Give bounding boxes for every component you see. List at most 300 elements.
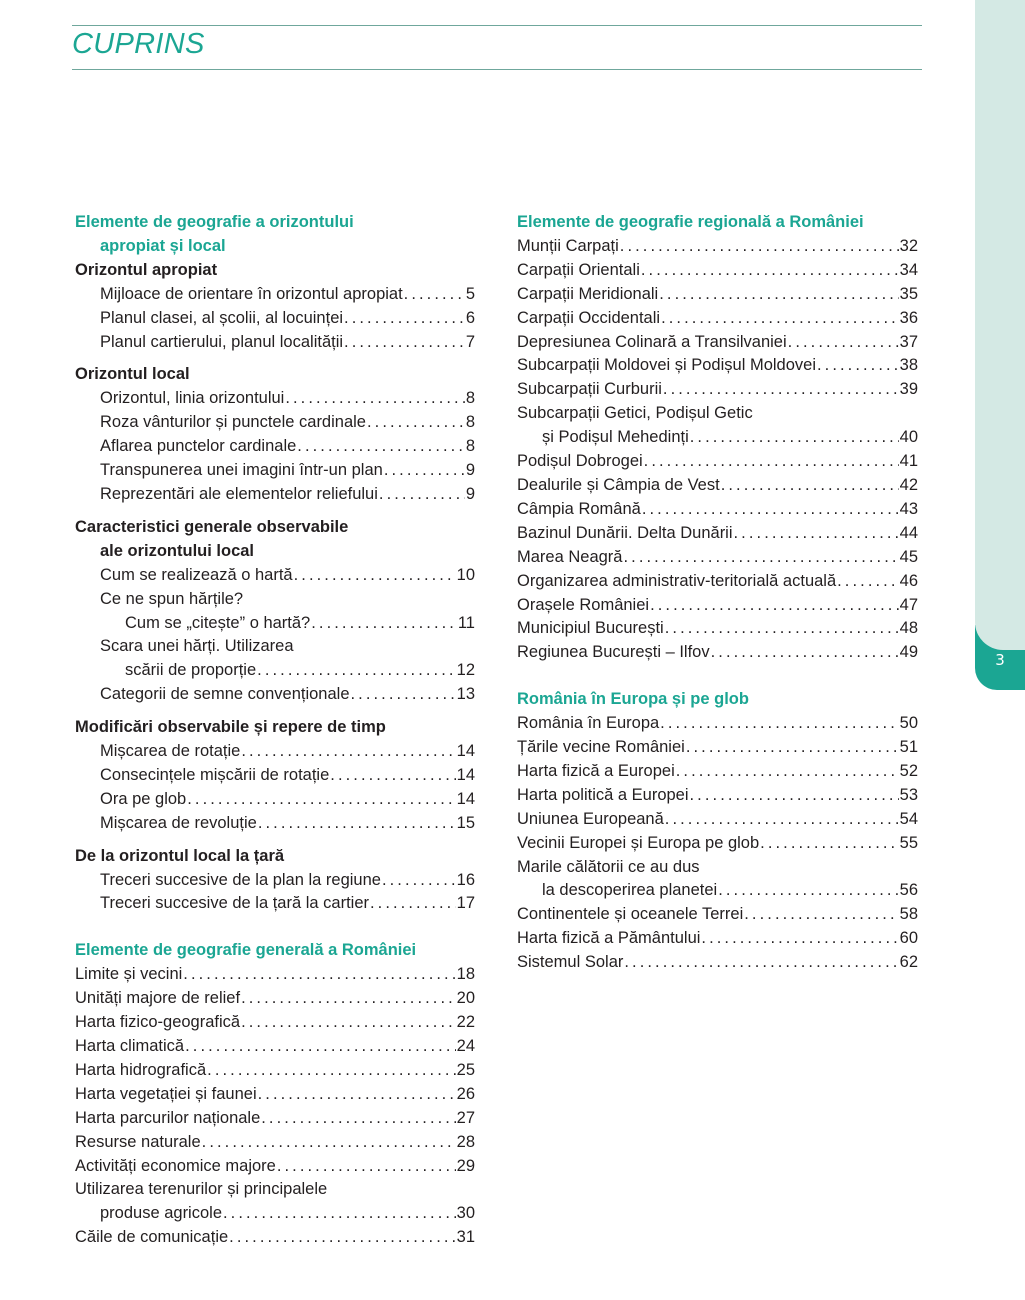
toc-entry-line [75,1083,475,1107]
toc-section [517,211,918,665]
toc-entry-title: Cum se realizează o hartă [100,565,293,584]
toc-entry[interactable] [517,235,918,259]
dot-leader [744,903,898,927]
toc-entry-line [517,259,918,283]
dot-leader [817,354,899,378]
toc-group [75,363,475,506]
toc-entry-line [75,1035,475,1059]
toc-entry-line [517,951,918,975]
toc-page-number: 13 [456,685,475,704]
dot-leader [665,808,899,832]
toc-entry-line [517,736,918,760]
toc-entry[interactable] [517,951,918,975]
toc-entry-title: Căile de comunicație [75,1228,229,1247]
toc-entry-title: Marea Neagră [517,547,623,566]
toc-entry-line [517,426,918,450]
toc-entry-title: Utilizarea terenurilor și principalele [75,1180,328,1199]
toc-entry-title: Subcarpații Curburii [517,380,662,399]
toc-page-number: 9 [465,484,475,503]
toc-entry[interactable] [75,892,475,916]
toc-page-number: 46 [899,571,918,590]
toc-entry-line [75,331,475,355]
dot-leader [837,570,899,594]
dot-leader [367,411,465,435]
toc-entry[interactable] [517,498,918,522]
dot-leader [258,1083,456,1107]
toc-entry-line [75,1131,475,1155]
toc-entry[interactable] [75,588,475,636]
dot-leader [351,683,456,707]
dot-leader [624,951,898,975]
toc-entry[interactable] [75,1083,475,1107]
toc-entry-line [517,594,918,618]
toc-column-left [75,211,475,1250]
toc-entry[interactable] [517,331,918,355]
toc-entry-line [75,411,475,435]
toc-entry-title: Planul clasei, al școlii, al locuinței [100,308,344,327]
toc-entry-line [517,570,918,594]
toc-entry[interactable] [517,402,918,450]
toc-entry[interactable] [75,459,475,483]
toc-entry-title: Scara unei hărți. Utilizarea [100,637,294,656]
group-heading: ale orizontului local [100,541,255,560]
toc-group [75,963,475,1250]
dot-leader [659,283,898,307]
toc-entry-line [517,712,918,736]
toc-entry-line [75,683,475,707]
toc-column-right [517,211,918,975]
toc-entry[interactable] [517,354,918,378]
toc-entry[interactable] [75,387,475,411]
toc-section [75,211,475,916]
toc-page-number: 9 [465,461,475,480]
toc-page-number: 36 [899,308,918,327]
toc-page-number: 26 [456,1084,475,1103]
toc-entry-line [75,869,475,893]
toc-entry[interactable] [517,474,918,498]
toc-page-number: 14 [456,789,475,808]
toc-entry-title: Unități majore de relief [75,989,241,1008]
toc-entry-title: Regiunea București – Ilfov [517,643,710,662]
page-number: 3 [995,650,1005,669]
toc-page-number: 38 [899,356,918,375]
toc-entry-line [75,740,475,764]
toc-entry[interactable] [75,1178,475,1226]
toc-entry-title: Carpații Meridionali [517,284,659,303]
toc-page-number: 16 [456,870,475,889]
toc-page-number: 20 [456,989,475,1008]
toc-entry[interactable] [75,1155,475,1179]
toc-entry[interactable] [75,283,475,307]
toc-entry-title: produse agricole [100,1204,222,1223]
toc-entry[interactable] [517,259,918,283]
toc-page-number: 37 [899,332,918,351]
toc-page-number: 31 [456,1228,475,1247]
toc-entry-title: Treceri succesive de la plan la regiune [100,870,381,889]
toc-entry-line [517,474,918,498]
toc-entry-line [517,832,918,856]
toc-section [517,688,918,975]
toc-entry-line [75,659,475,683]
toc-entry-title: Ora pe glob [100,789,187,808]
toc-page-number: 47 [899,595,918,614]
toc-entry-title: Orizontul, linia orizontului [100,389,285,408]
section-heading: apropiat și local [100,236,226,255]
toc-page-number: 14 [456,765,475,784]
toc-entry-line [75,612,475,636]
toc-entry[interactable] [517,856,918,904]
dot-leader [185,1035,456,1059]
toc-entry-title: Harta fizică a Europei [517,761,675,780]
toc-page-number: 45 [899,547,918,566]
toc-entry[interactable] [75,764,475,788]
section-heading: Elemente de geografie generală a României [75,941,417,960]
page-title: CUPRINS [72,28,205,60]
dot-leader [690,784,899,808]
toc-entry[interactable] [75,1059,475,1083]
toc-group [75,259,475,355]
toc-entry-line [75,1107,475,1131]
dot-leader [183,963,455,987]
toc-page-number: 22 [456,1013,475,1032]
toc-entry-line [517,641,918,665]
toc-entry-title: Continentele și oceanele Terrei [517,905,744,924]
toc-entry-line [75,1155,475,1179]
toc-entry-title: Subcarpații Getici, Podișul Getic [517,404,753,423]
group-heading: De la orizontul local la țară [75,846,285,865]
dot-leader [663,378,899,402]
toc-entry-title: Consecințele mișcării de rotație [100,765,330,784]
dot-leader [660,712,898,736]
toc-entry-title: Ce ne spun hărțile? [100,589,244,608]
dot-leader [721,474,899,498]
dot-leader [711,641,899,665]
toc-entry-title: Vecinii Europei și Europa pe glob [517,833,760,852]
toc-entry-line [75,1059,475,1083]
toc-entry-line [75,1226,475,1250]
toc-entry-line [75,1178,475,1202]
toc-page-number: 11 [457,613,475,632]
toc-entry-title: Mișcarea de revoluție [100,813,257,832]
toc-entry-title: Harta politică a Europei [517,785,689,804]
toc-entry-title: Podișul Dobrogei [517,452,643,471]
toc-entry[interactable] [75,1226,475,1250]
dot-leader [788,331,899,355]
toc-entry[interactable] [517,283,918,307]
toc-page-number: 53 [899,785,918,804]
dot-leader [261,1107,455,1131]
toc-entry[interactable] [75,963,475,987]
dot-leader [311,612,457,636]
toc-entry[interactable] [75,483,475,507]
toc-entry[interactable] [75,411,475,435]
toc-page-number: 32 [899,236,918,255]
toc-page-number: 15 [456,813,475,832]
toc-entry[interactable] [75,987,475,1011]
toc-entry[interactable] [517,522,918,546]
toc-entry[interactable] [75,1131,475,1155]
toc-entry-line [517,546,918,570]
toc-entry-line [517,235,918,259]
toc-page-number: 52 [899,761,918,780]
toc-entry[interactable] [517,594,918,618]
toc-entry[interactable] [517,903,918,927]
toc-entry-title: și Podișul Mehedinți [542,428,689,447]
toc-page-number: 17 [456,894,475,913]
toc-page-number: 28 [456,1132,475,1151]
toc-group [517,235,918,665]
toc-entry-line [75,987,475,1011]
toc-entry[interactable] [75,307,475,331]
toc-entry-title: Subcarpații Moldovei și Podișul Moldovei [517,356,816,375]
toc-entry-line [75,1011,475,1035]
dot-leader [223,1202,456,1226]
toc-page-number: 24 [456,1037,475,1055]
toc-entry[interactable] [517,617,918,641]
toc-entry[interactable] [75,331,475,355]
toc-entry-title: Transpunerea unei imagini într-un plan [100,461,383,480]
toc-entry-title: Activități economice majore [75,1156,276,1175]
toc-page-number: 27 [456,1108,475,1127]
dot-leader [241,1011,456,1035]
toc-page-number: 29 [456,1156,475,1175]
group-heading: Orizontul local [75,365,190,384]
toc-entry[interactable] [517,546,918,570]
toc-entry[interactable] [517,832,918,856]
toc-page-number: 48 [899,619,918,638]
toc-page-number: 51 [899,738,918,757]
toc-entry-line [75,635,475,659]
toc-entry-title: scării de proporție [125,661,257,680]
toc-group [75,516,475,707]
toc-entry-title: Carpații Orientali [517,260,640,279]
toc-entry-title: Aflarea punctelor cardinale [100,437,297,456]
toc-entry-title: Harta parcurilor naționale [75,1108,261,1127]
toc-entry-line [517,903,918,927]
toc-entry-line [75,483,475,507]
dot-leader [330,764,455,788]
section-heading: România în Europa și pe glob [517,690,749,709]
toc-entry-line [517,498,918,522]
dot-leader [686,736,899,760]
toc-entry[interactable] [517,712,918,736]
toc-page-number: 39 [899,380,918,399]
toc-entry-line [75,892,475,916]
toc-entry[interactable] [75,869,475,893]
dot-leader [650,594,899,618]
toc-entry-line [75,564,475,588]
toc-entry-title: Câmpia Română [517,499,641,518]
dot-leader [207,1059,455,1083]
toc-entry-line [517,378,918,402]
toc-page-number: 40 [899,428,918,447]
toc-entry[interactable] [517,378,918,402]
dot-leader [701,927,898,951]
toc-page-number: 12 [456,661,475,680]
toc-page-number: 7 [465,332,475,351]
dot-leader [370,892,456,916]
toc-entry-line [75,764,475,788]
toc-page-number: 30 [456,1204,475,1223]
toc-entry-line [517,617,918,641]
toc-entry-line [75,435,475,459]
toc-entry-line [517,307,918,331]
dot-leader [384,459,465,483]
toc-entry-line [75,812,475,836]
toc-entry[interactable] [517,808,918,832]
toc-entry-title: Munții Carpați [517,236,619,255]
toc-entry[interactable] [75,683,475,707]
toc-entry[interactable] [75,1035,475,1059]
dot-leader [641,259,899,283]
toc-page-number: 42 [899,475,918,494]
toc-entry-line [75,459,475,483]
group-heading: Modificări observabile și repere de timp [75,718,386,737]
toc-entry[interactable] [75,435,475,459]
toc-page-number: 41 [899,452,918,471]
dot-leader [379,483,465,507]
toc-section [75,939,475,1250]
toc-entry-title: Mișcarea de rotație [100,742,241,761]
dot-leader [285,387,464,411]
toc-page-number: 5 [465,284,475,303]
toc-entry[interactable] [517,307,918,331]
toc-entry-line [517,450,918,474]
dot-leader [202,1131,456,1155]
toc-entry-title: Municipiul București [517,619,664,638]
dot-leader [665,617,899,641]
toc-entry[interactable] [75,635,475,683]
side-margin-strip [975,0,1025,650]
toc-entry[interactable] [75,740,475,764]
toc-entry-title: Harta hidrografică [75,1060,207,1079]
toc-page-number: 54 [899,809,918,828]
toc-entry-title: Harta climatică [75,1037,185,1055]
toc-entry-line [517,808,918,832]
toc-entry[interactable] [517,736,918,760]
toc-page-number: 18 [456,965,475,984]
toc-entry-title: la descoperirea planetei [542,881,718,900]
dot-leader [257,659,455,683]
toc-page-number: 44 [899,523,918,542]
toc-page-number: 43 [899,499,918,518]
toc-entry-line [75,1202,475,1226]
toc-page-number: 8 [465,413,475,432]
toc-entry[interactable] [517,641,918,665]
dot-leader [620,235,899,259]
toc-entry-title: Sistemul Solar [517,953,624,972]
dot-leader [344,307,465,331]
toc-entry-title: Cum se „citește” o hartă? [125,613,311,632]
toc-page-number: 25 [456,1060,475,1079]
toc-entry-title: Dealurile și Câmpia de Vest [517,475,720,494]
toc-entry-title: Harta vegetației și faunei [75,1084,257,1103]
toc-entry-title: Uniunea Europeană [517,809,664,828]
dot-leader [382,869,456,893]
toc-entry-line [517,331,918,355]
dot-leader [760,832,898,856]
toc-entry[interactable] [517,450,918,474]
toc-page-number: 35 [899,284,918,303]
toc-page-number: 8 [465,437,475,456]
toc-entry-line [75,788,475,812]
toc-entry-line [517,402,918,426]
dot-leader [187,788,455,812]
dot-leader [294,564,456,588]
toc-page-number: 10 [456,565,475,584]
dot-leader [734,522,899,546]
toc-page-number: 34 [899,260,918,279]
toc-page-number: 14 [456,742,475,761]
dot-leader [623,546,898,570]
toc-page-number: 49 [899,643,918,662]
toc-entry[interactable] [75,564,475,588]
toc-page-number: 8 [465,389,475,408]
toc-entry-title: Organizarea administrativ-teritorială actuală [517,571,837,590]
toc-entry-line [517,354,918,378]
toc-entry-line [517,879,918,903]
toc-entry-line [517,522,918,546]
toc-entry[interactable] [75,1011,475,1035]
toc-entry-title: Carpații Occidentali [517,308,661,327]
toc-entry-line [517,784,918,808]
toc-entry-title: Harta fizico-geografică [75,1013,241,1032]
toc-entry-title: Țările vecine României [517,738,685,757]
title-underline [72,69,922,70]
dot-leader [690,426,899,450]
top-rule [72,25,922,26]
toc-entry[interactable] [517,927,918,951]
dot-leader [277,1155,456,1179]
toc-page-number: 6 [465,308,475,327]
group-heading: Caracteristici generale observabile [75,517,349,536]
toc-entry[interactable] [517,570,918,594]
group-heading: Orizontul apropiat [75,260,218,279]
toc-entry-title: Treceri succesive de la țară la cartier [100,894,369,913]
toc-entry-title: Orașele României [517,595,650,614]
toc-entry-line [517,856,918,880]
dot-leader [258,812,456,836]
section-heading: Elemente de geografie regională a României [517,213,864,231]
toc-group [75,845,475,917]
toc-entry[interactable] [75,1107,475,1131]
toc-entry[interactable] [75,788,475,812]
toc-entry-line [517,927,918,951]
section-heading: Elemente de geografie a orizontului [75,213,354,231]
toc-entry[interactable] [517,784,918,808]
toc-entry[interactable] [75,812,475,836]
toc-page-number: 62 [899,953,918,972]
dot-leader [241,987,456,1011]
dot-leader [676,760,899,784]
toc-entry-title: Mijloace de orientare în orizontul apropiat [100,284,403,303]
toc-entry-title: Limite și vecini [75,965,183,984]
dot-leader [344,331,465,355]
toc-entry-title: Categorii de semne convenționale [100,685,350,704]
dot-leader [644,450,899,474]
dot-leader [718,879,898,903]
toc-page-number: 56 [899,881,918,900]
toc-entry-title: Resurse naturale [75,1132,201,1151]
toc-page-number: 55 [899,833,918,852]
toc-group [517,712,918,975]
toc-entry[interactable] [517,760,918,784]
toc-entry-line [75,588,475,612]
toc-entry-title: Depresiunea Colinară a Transilvaniei [517,332,787,351]
toc-entry-line [75,307,475,331]
dot-leader [642,498,899,522]
dot-leader [229,1226,455,1250]
